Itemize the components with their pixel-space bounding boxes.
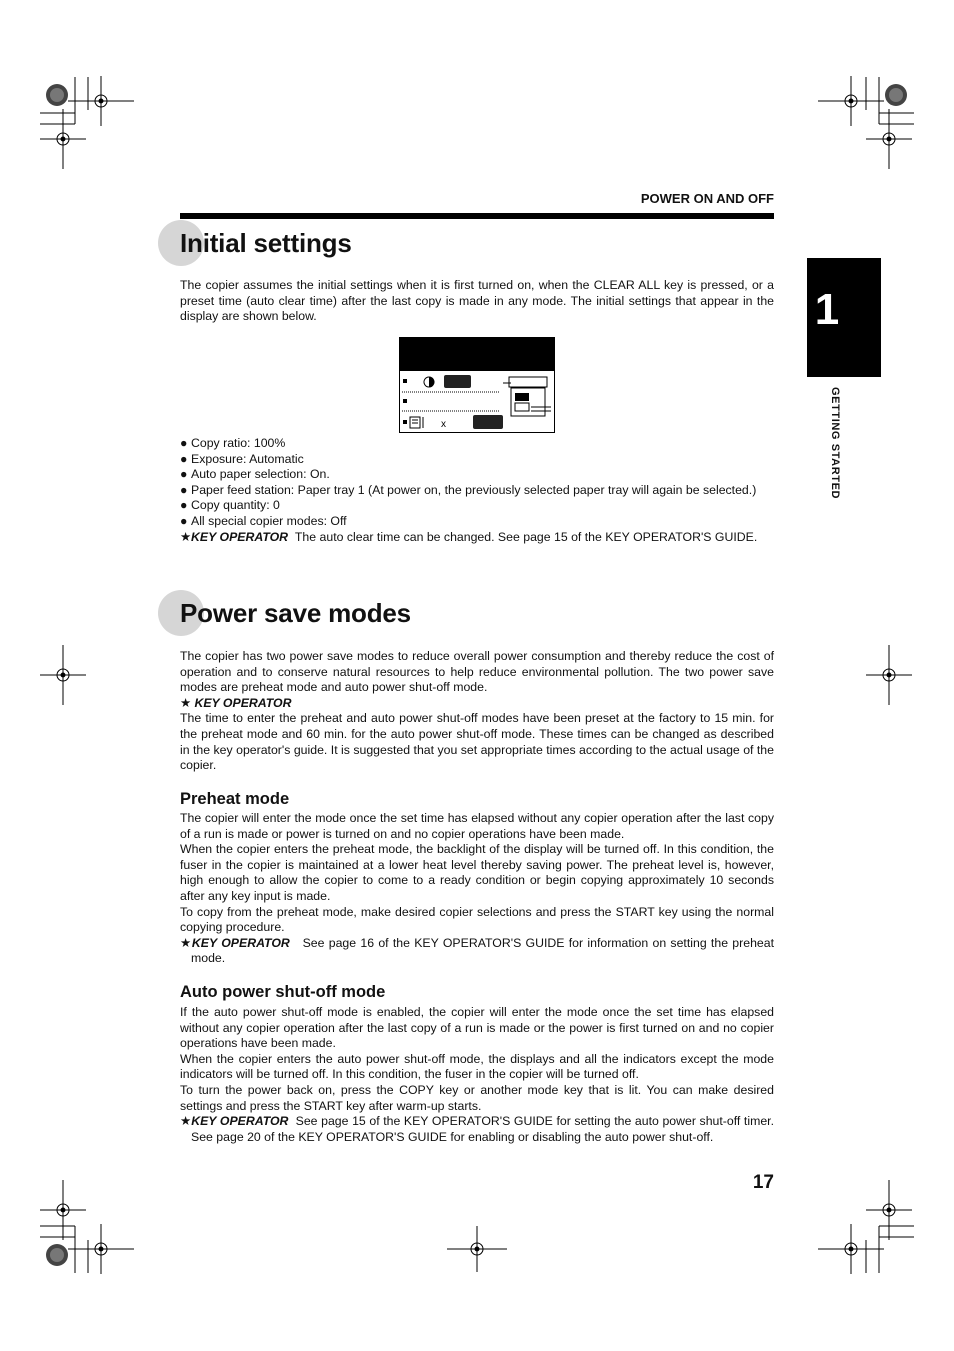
subsection-title-auto-power-off: Auto power shut-off mode — [180, 983, 386, 1001]
bullet-icon: ● — [180, 482, 188, 497]
chapter-number: 1 — [814, 285, 840, 334]
key-operator-note: ★KEY OPERATOR See page 16 of the KEY OPERATOR'S GUIDE for information on setting the preheat mode. — [180, 935, 775, 966]
key-operator-note: ★KEY OPERATOR See page 15 of the KEY OPERATOR'S GUIDE for setting the auto power shut-off timer. See page 20 of the KEY OPERATOR'S GUIDE for enabling or disabling the auto power shut-off. — [180, 1114, 775, 1144]
list-item: ● All special copier modes: Off — [180, 513, 347, 528]
section-title-power-save: Power save modes — [180, 598, 411, 628]
section-title-initial-settings: Initial settings — [180, 228, 352, 258]
key-operator-label: KEY OPERATOR — [191, 529, 289, 544]
list-item: ● Copy ratio: 100% — [180, 436, 286, 450]
preheat-body: The copier will enter the mode once the set time has elapsed without any copier operation after the last copy of a run is made or power is turned on and no copier operations have been made. When the copier enters the preheat mode, the backlight of the display will be turned off. In this condition, the fuser in the copier is maintained at a lower heat level thereby saving power. The preheat level is, however, high enough to allow the copier to come to a ready condition or begin copying approximately 10 seconds after any key input is made. To copy from the preheat mode, make desired copier selections and press the START key using the normal copying procedure. ★KEY OPERATOR See page 16 of the KEY OPERATOR'S GUIDE for information on setting the preheat mode. — [180, 811, 775, 966]
page-number: 17 — [752, 1172, 774, 1193]
star-icon: ★ — [180, 935, 192, 950]
power-save-body: The copier has two power save modes to reduce overall power consumption and thereby reduce the cost of operation and to conserve natural resources to help reduce environmental pollution. The two power save modes are preheat mode and auto power shut-off mode. ★ KEY OPERATOR The time to enter the preheat and auto power shut-off modes have been preset at the factory to 15 min. for the preheat mode and 60 min. for the auto power shut-off mode. These times can be changed as described in the key operator's guide. It is suggested that you set appropriate times according to the actual usage of the copier. — [180, 649, 774, 773]
auto-off-body: If the auto power shut-off mode is enabled, the copier will enter the mode once the set time has elapsed without any copier operation after the last copy of a run is made or the power is first turned on and no copier operations have been made. When the copier enters the auto power shut-off mode, the displays and all the indicators except the mode indicators will be turned off. In this condition, the fuser in the copier will be turned off. To turn the power back on, press the COPY key or another mode key that is lit. You can make desired settings and press the START key after warm-up starts. ★KEY OPERATOR See page 15 of the KEY OPERATOR'S GUIDE for setting the auto power shut-off timer. See page 20 of the KEY OPERATOR'S GUIDE for enabling or disabling the auto power shut-off. — [180, 1005, 775, 1144]
star-icon: ★ — [180, 529, 192, 544]
bullet-icon: ● — [180, 451, 188, 466]
star-icon: ★ — [180, 1114, 192, 1129]
list-item: ● Exposure: Automatic — [180, 451, 304, 466]
list-item: ● Auto paper selection: On. — [180, 467, 330, 482]
bullet-icon: ● — [180, 436, 188, 450]
star-icon: ★ — [180, 695, 195, 710]
subsection-title-preheat: Preheat mode — [180, 790, 290, 808]
list-item: ● Copy quantity: 0 — [180, 498, 280, 513]
bullet-icon: ● — [180, 498, 188, 513]
display-illustration — [399, 337, 555, 433]
initial-settings-intro: The copier assumes the initial settings when it is first turned on, when the CLEAR ALL key is pressed, or a preset time (auto clear time) after the last copy is made in any mode. The initial settings that appear in the display are shown below. — [180, 278, 774, 324]
list-item: ● Paper feed station: Paper tray 1 (At power on, the previously selected paper tray will again be selected.) — [180, 482, 757, 497]
header-rule — [180, 213, 774, 219]
bullet-icon: ● — [180, 513, 188, 528]
display-x-mark: x — [441, 419, 446, 430]
initial-settings-list — [180, 436, 774, 545]
key-operator-note: ★KEY OPERATOR The auto clear time can be changed. See page 15 of the KEY OPERATOR'S GUIDE. — [180, 529, 758, 544]
running-header: POWER ON AND OFF — [640, 191, 774, 206]
chapter-label: GETTING STARTED — [829, 387, 841, 500]
bullet-icon: ● — [180, 467, 188, 482]
